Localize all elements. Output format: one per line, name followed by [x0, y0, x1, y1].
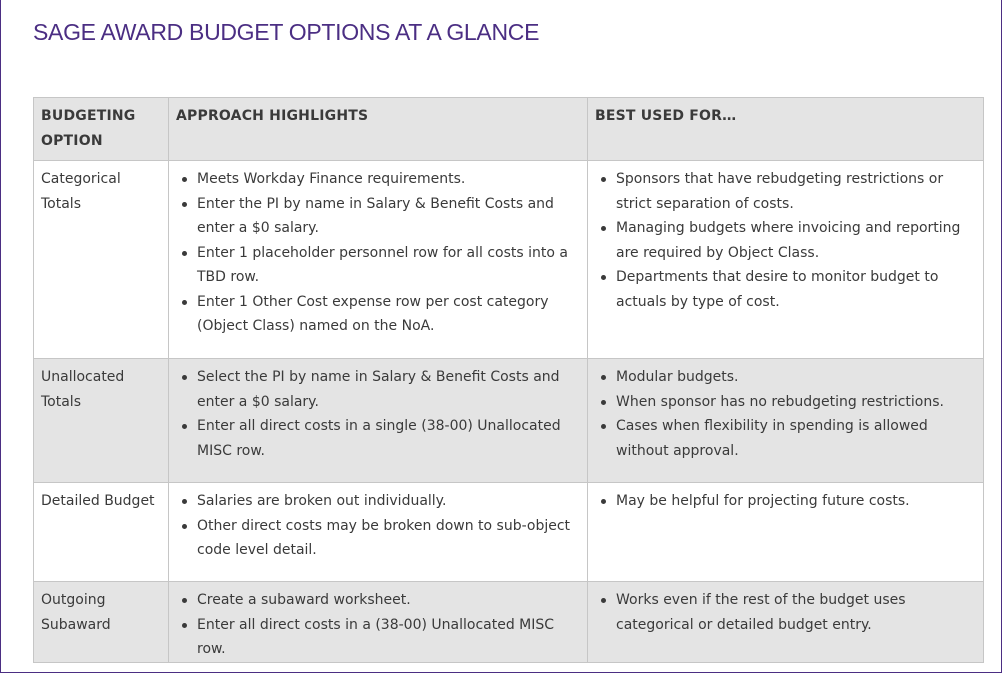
list-item: When sponsor has no rebudgeting restrictions.	[616, 390, 976, 415]
table-row	[34, 161, 984, 359]
approach-list	[176, 489, 580, 563]
approach-cell	[169, 582, 588, 663]
table-row	[34, 359, 984, 483]
table-row	[34, 582, 984, 663]
header-approach-highlights: APPROACH HIGHLIGHTS	[169, 98, 588, 161]
list-item: Departments that desire to monitor budget to actuals by type of cost.	[616, 265, 976, 314]
list-item: Modular budgets.	[616, 365, 976, 390]
page-title: SAGE AWARD BUDGET OPTIONS AT A GLANCE	[33, 19, 540, 45]
list-item: Enter 1 placeholder personnel row for all costs into a TBD row.	[197, 241, 580, 290]
option-cell: Detailed Budget	[34, 483, 169, 582]
best-used-cell	[588, 359, 984, 483]
best-used-list	[595, 489, 976, 514]
best-used-list	[595, 365, 976, 463]
option-cell: Unallocated Totals	[34, 359, 169, 483]
list-item: Meets Workday Finance requirements.	[197, 167, 580, 192]
best-used-list	[595, 588, 976, 637]
table-row	[34, 483, 984, 582]
approach-cell	[169, 359, 588, 483]
option-cell: Categorical Totals	[34, 161, 169, 359]
option-cell: Outgoing Subaward	[34, 582, 169, 663]
list-item: May be helpful for projecting future costs.	[616, 489, 976, 514]
best-used-cell	[588, 483, 984, 582]
approach-cell	[169, 483, 588, 582]
header-budgeting-option: BUDGETING OPTION	[34, 98, 169, 161]
best-used-list	[595, 167, 976, 314]
list-item: Works even if the rest of the budget uses categorical or detailed budget entry.	[616, 588, 976, 637]
list-item: Other direct costs may be broken down to sub-object code level detail.	[197, 514, 580, 563]
list-item: Enter all direct costs in a (38-00) Unallocated MISC row.	[197, 613, 580, 662]
list-item: Enter the PI by name in Salary & Benefit Costs and enter a $0 salary.	[197, 192, 580, 241]
list-item: Cases when flexibility in spending is allowed without approval.	[616, 414, 976, 463]
approach-cell	[169, 161, 588, 359]
table-header-row	[34, 98, 984, 161]
list-item: Select the PI by name in Salary & Benefit Costs and enter a $0 salary.	[197, 365, 580, 414]
header-best-used-for: BEST USED FOR…	[588, 98, 984, 161]
approach-list	[176, 365, 580, 463]
approach-list	[176, 167, 580, 339]
approach-list	[176, 588, 580, 662]
budget-options-table	[33, 97, 984, 663]
list-item: Sponsors that have rebudgeting restrictions or strict separation of costs.	[616, 167, 976, 216]
list-item: Managing budgets where invoicing and reporting are required by Object Class.	[616, 216, 976, 265]
list-item: Enter 1 Other Cost expense row per cost category (Object Class) named on the NoA.	[197, 290, 580, 339]
list-item: Enter all direct costs in a single (38-00) Unallocated MISC row.	[197, 414, 580, 463]
best-used-cell	[588, 582, 984, 663]
best-used-cell	[588, 161, 984, 359]
list-item: Create a subaward worksheet.	[197, 588, 580, 613]
list-item: Salaries are broken out individually.	[197, 489, 580, 514]
